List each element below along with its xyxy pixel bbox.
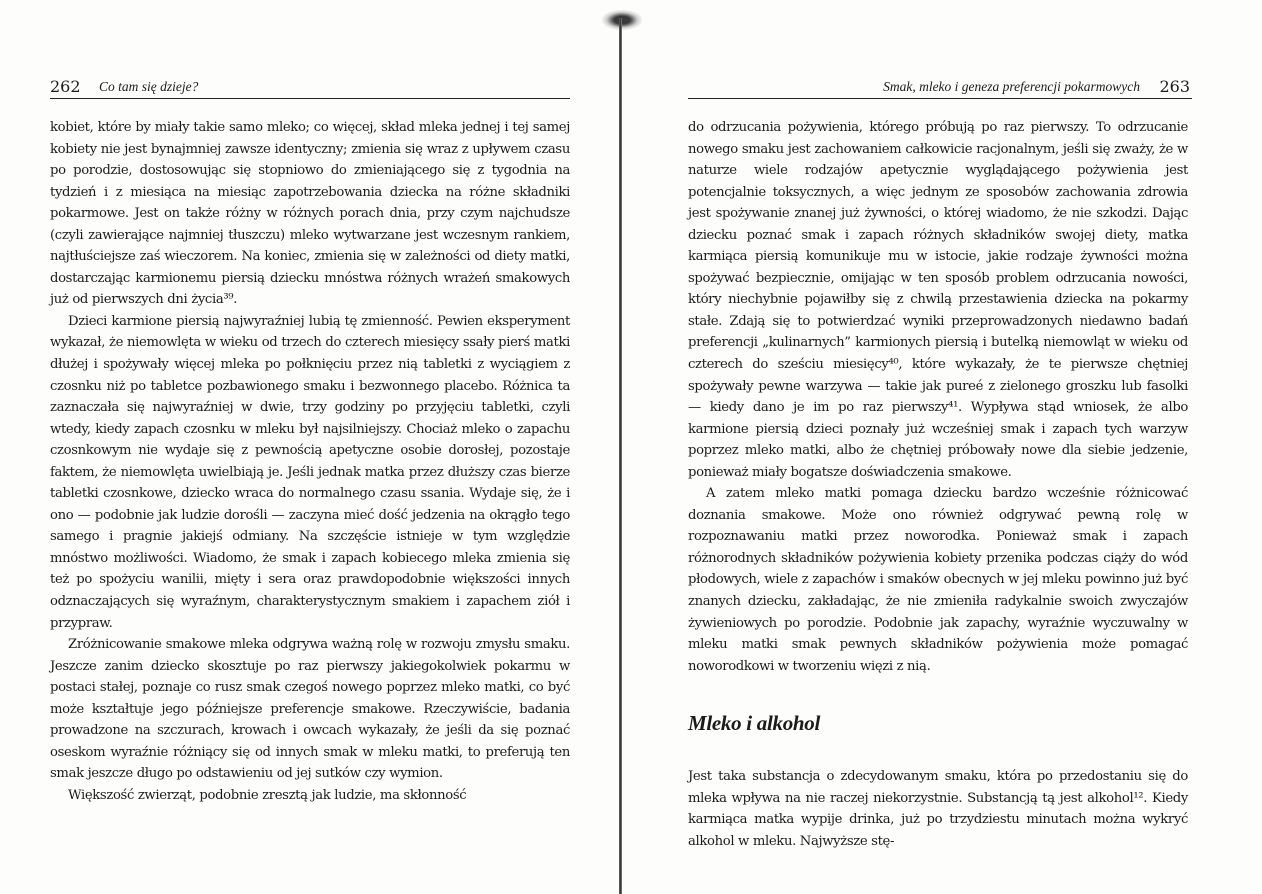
left-body-text bbox=[50, 117, 570, 807]
book-gutter bbox=[619, 18, 622, 894]
right-page bbox=[688, 0, 1188, 894]
right-running-head bbox=[688, 74, 1192, 99]
right-paragraph-1: do odrzucania pożywienia, którego próbują po raz pierwszy. To odrzucanie nowego smaku jest zachowaniem całkowicie racjonalnym, jeśli się zważy, że w naturze wiele rodzajów apetycznie wyglądającego pożywienia jest potencjalnie toksycznych, a więc jednym ze sposobów zachowania zdrowia jest spożywanie znanej już żywności, o której wiadomo, że nie szkodzi. Dając dziecku poznać smak i zapach różnych składników swojej diety, matka karmiąca piersią komunikuje mu w istocie, jakie rodzaje żywności można spożywać bezpiecznie, omijając w ten sposób problem odrzucania nowości, który niechybnie pojawiłby się z chwilą przestawienia dziecka na pokarmy stałe. Zdają się to potwierdzać wyniki przeprowadzonych niedawno badań preferencji „kulinarnych” karmionych piersią i butelką niemowląt w wieku od czterech do sześciu miesięcy⁴⁰, które wykazały, że te pierwsze chętniej spożywały pewne warzywa — takie jak pureé z zielonego groszku lub fasolki — kiedy dano je im po raz pierwszy⁴¹. Wypływa stąd wniosek, że albo karmione piersią dzieci poznały już wcześniej smak i zapach tych warzyw poprzez mleko matki, albo że chętniej próbowały nowe dla siebie jedzenie, ponieważ miały bogatsze doświadczenia smakowe. bbox=[688, 120, 1188, 480]
binding-thread bbox=[602, 10, 642, 30]
right-lower-text bbox=[688, 766, 1188, 852]
right-paragraph-3: Jest taka substancja o zdecydowanym smaku, która po przedostaniu się do mleka wpływa na nie raczej niekorzystnie. Substancją tą jest alkohol¹². Kiedy karmiąca matka wypije drinka, już po trzydziestu minutach można wykryć alkohol w mleku. Najwyższe stę- bbox=[688, 769, 1188, 849]
right-running-title: Smak, mleko i geneza preferencji pokarmowych bbox=[883, 79, 1140, 94]
left-page-number: 262 bbox=[50, 77, 81, 96]
left-paragraph-3: Zróżnicowanie smakowe mleka odgrywa ważną rolę w rozwoju zmysłu smaku. Jeszcze zanim dziecko skosztuje po raz pierwszy jakiegokolwiek pokarmu w postaci stałej, poznaje co rusz smak czegoś nowego poprzez mleko matki, co być może kształtuje jego późniejsze preferencje smakowe. Rzeczywiście, badania prowadzone na szczurach, krowach i owcach wykazały, że jeśli da się poznać oseskom wyraźnie różniący się od innych smak w mleku matki, to preferują ten smak jeszcze długo po odstawieniu od jej sutków czy wymion. bbox=[50, 637, 570, 782]
left-paragraph-1: kobiet, które by miały takie samo mleko; co więcej, skład mleka jednej i tej samej kobiety nie jest bynajmniej zawsze identyczny; zmienia się wraz z upływem czasu po porodzie, dostosowując się stopniowo do zmieniającego się z tygodnia na tydzień i z miesiąca na miesiąc zapotrzebowania dziecka na różne składniki pokarmowe. Jest on także różny w różnych porach dnia, przy czym najchudsze (czyli zawierające najmniej tłuszczu) mleko wytwarzane jest wczesnym rankiem, najtłuściejsze zaś wieczorem. Na koniec, zmienia się w zależności od diety matki, dostarczając karmionemu piersią dziecku mnóstwa różnych wrażeń smakowych już od pierwszych dni życia³⁹. bbox=[50, 120, 570, 308]
left-running-title: Co tam się dzieje? bbox=[99, 79, 199, 94]
left-page bbox=[50, 0, 570, 894]
left-running-head bbox=[50, 74, 570, 99]
left-paragraph-2: Dzieci karmione piersią najwyraźniej lubią tę zmienność. Pewien eksperyment wykazał, że niemowlęta w wieku od trzech do czterech miesięcy ssały pierś matki dłużej i spożywały więcej mleka po połknięciu przez nią tabletki z wyciągiem z czosnku niż po tabletce pozbawionego smaku i bezwonnego placebo. Różnica ta zaznaczała się najwyraźniej w dwie, trzy godziny po przyjęciu tabletki, czyli wtedy, kiedy zapach czosnku w mleku był najsilniejszy. Chociaż mleko o zapachu czosnkowym nie wydaje się z pewnością apetyczne osobie dorosłej, pozostaje faktem, że niemowlęta uwielbiają je. Jeśli jednak matka przez dłuższy czas bierze tabletki czosnkowe, dziecko wraca do normalnego czasu ssania. Wydaje się, że i ono — podobnie jak ludzie dorośli — zaczyna mieć dość jedzenia na okrągło tego samego i pragnie jakiejś odmiany. Na szczęście istnieje w tym względzie mnóstwo możliwości. Wiadomo, że smak i zapach kobiecego mleka zmienia się też po spożyciu wanilii, mięty i sera oraz prawdopodobnie większości innych odznaczających się wyraźnym, charakterystycznym smakiem i zapachem ziół i przypraw. bbox=[50, 313, 570, 631]
right-paragraph-2: A zatem mleko matki pomaga dziecku bardzo wcześnie różnicować doznania smakowe. Może ono również odgrywać pewną rolę w rozpoznawaniu matki przez noworodka. Ponieważ smak i zapach różnorodnych składników pożywienia kobiety przenika podczas ciąży do wód płodowych, wiele z zapachów i smaków obecnych w jej mleku powinno już być znanych dziecku, zakładając, że nie zmieniła radykalnie swoich zwyczajów żywieniowych po porodzie. Podobnie jak zapachy, wyraźnie wyczuwalny w mleku matki smak pewnych składników pożywienia może pomagać noworodkowi w tworzeniu więzi z nią. bbox=[688, 486, 1188, 674]
right-page-number: 263 bbox=[1159, 77, 1190, 96]
left-paragraph-4: Większość zwierząt, podobnie zresztą jak ludzie, ma skłonność bbox=[68, 787, 467, 803]
section-heading: Mleko i alkohol bbox=[688, 711, 821, 736]
right-body-text bbox=[688, 117, 1188, 761]
